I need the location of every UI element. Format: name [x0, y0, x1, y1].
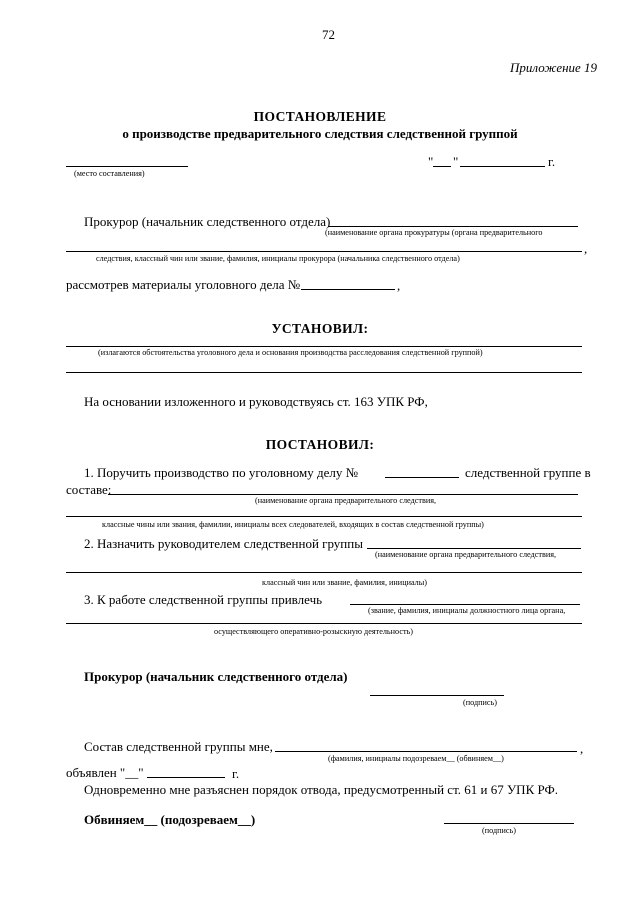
- basis-text: На основании изложенного и руководствуясь ст. 163 УПК РФ,: [84, 394, 428, 409]
- announced-year-suffix: г.: [232, 766, 240, 781]
- item1-hint-2: классные чины или звания, фамилии, инициалы всех следователей, входящих в состав следственной группы): [102, 520, 484, 529]
- item1-composition-label: составе:: [66, 482, 112, 497]
- reviewed-comma: ,: [397, 278, 401, 293]
- item3-hint-2: осуществляющего оперативно-розыскную деятельность): [214, 627, 414, 636]
- item2-hint-2: классный чин или звание, фамилия, инициалы): [262, 578, 427, 587]
- case-number-field-line[interactable]: [301, 289, 395, 290]
- prosecutor-comma: ,: [584, 241, 588, 256]
- signer-label: Прокурор (начальник следственного отдела): [84, 669, 348, 684]
- accused-signature-caption: (подпись): [482, 826, 516, 835]
- place-caption: (место составления): [74, 169, 145, 178]
- place-field-line[interactable]: [66, 166, 188, 167]
- item1-composition-line[interactable]: [108, 494, 578, 495]
- composition-comma: ,: [580, 741, 584, 756]
- appendix-label: Приложение 19: [510, 60, 598, 75]
- date-quote-open: ": [428, 154, 434, 169]
- heading-resolved: ПОСТАНОВИЛ:: [265, 437, 375, 452]
- prosecutor-field-line-2[interactable]: [66, 251, 582, 252]
- announced-month-line[interactable]: [147, 777, 225, 778]
- prosecutor-field-line[interactable]: [328, 226, 578, 227]
- accused-label: Обвиняем__ (подозреваем__): [84, 812, 256, 827]
- item1-hint-1: (наименование органа предварительного следствия,: [255, 496, 437, 505]
- established-field-line-2[interactable]: [66, 372, 582, 373]
- date-year-suffix: г.: [548, 154, 556, 169]
- prosecutor-hint-1: (наименование органа прокуратуры (органа предварительного: [325, 228, 543, 237]
- item2-field-line[interactable]: [367, 548, 581, 549]
- established-hint: (излагаются обстоятельства уголовного дела и основания производства расследования следственной группой): [98, 348, 483, 357]
- item1-text: 1. Поручить производство по уголовному делу №: [84, 465, 359, 480]
- announced-text: объявлен "__": [66, 765, 144, 780]
- item2-text: 2. Назначить руководителем следственной группы: [84, 536, 363, 551]
- document-title: ПОСТАНОВЛЕНИЕ: [253, 109, 387, 124]
- recusal-text: Одновременно мне разъяснен порядок отвода, предусмотренный ст. 61 и 67 УПК РФ.: [84, 782, 559, 797]
- composition-hint: (фамилия, инициалы подозреваем__ (обвиняем__): [328, 754, 504, 763]
- signature-line[interactable]: [370, 695, 504, 696]
- date-quote-close: ": [453, 154, 459, 169]
- accused-signature-line[interactable]: [444, 823, 574, 824]
- item1-composition-line-2[interactable]: [66, 516, 582, 517]
- item1-case-number-line[interactable]: [385, 477, 459, 478]
- item1-text-b: следственной группе в: [465, 465, 591, 480]
- item3-text: 3. К работе следственной группы привлечь: [84, 592, 323, 607]
- signature-caption: (подпись): [463, 698, 497, 707]
- page-number: 72: [322, 27, 335, 42]
- item3-hint-1: (звание, фамилия, инициалы должностного лица органа,: [368, 606, 566, 615]
- item2-hint-1: (наименование органа предварительного следствия,: [375, 550, 557, 559]
- item2-field-line-2[interactable]: [66, 572, 582, 573]
- item3-field-line[interactable]: [350, 604, 580, 605]
- heading-established: УСТАНОВИЛ:: [271, 321, 369, 336]
- date-day-line[interactable]: [433, 166, 451, 167]
- item3-field-line-2[interactable]: [66, 623, 582, 624]
- composition-text: Состав следственной группы мне,: [84, 739, 273, 754]
- established-field-line-1[interactable]: [66, 346, 582, 347]
- composition-name-line[interactable]: [275, 751, 577, 752]
- reviewed-materials-text: рассмотрев материалы уголовного дела №: [66, 277, 301, 292]
- document-subtitle: о производстве предварительного следствия следственной группой: [122, 126, 518, 141]
- date-month-line[interactable]: [460, 166, 545, 167]
- prosecutor-hint-2: следствия, классный чин или звание, фамилия, инициалы прокурора (начальника следственного отдела): [96, 254, 460, 263]
- prosecutor-line: Прокурор (начальник следственного отдела): [84, 214, 331, 229]
